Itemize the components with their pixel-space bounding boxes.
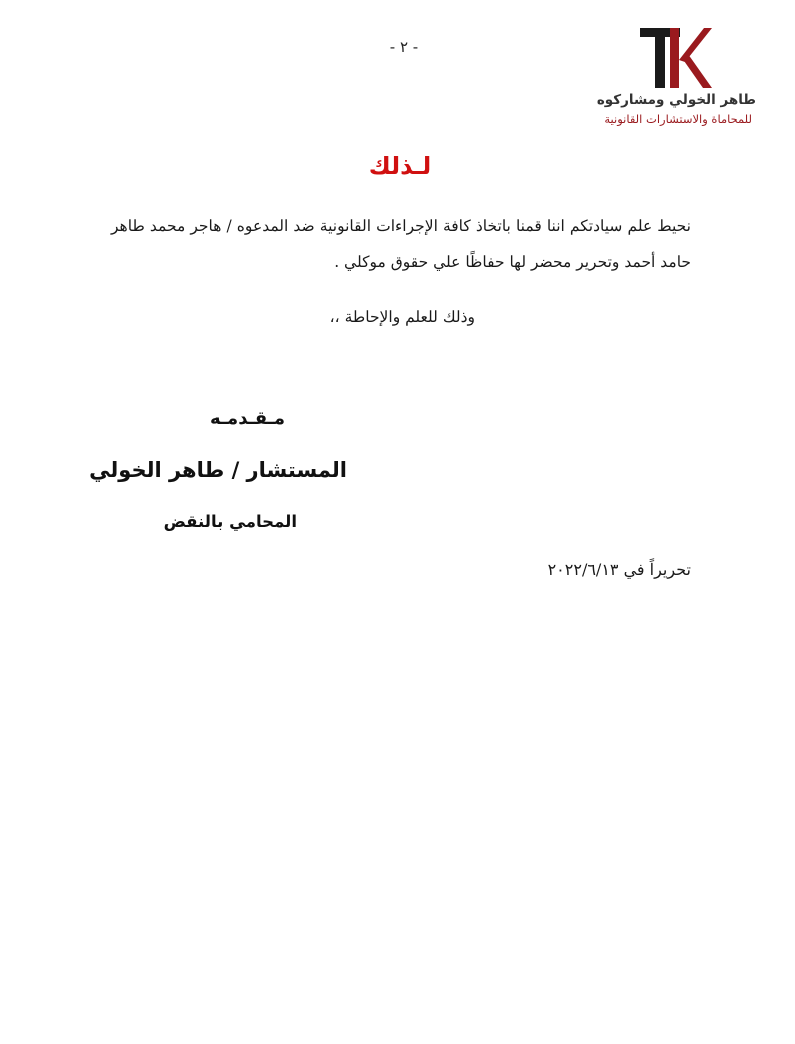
firm-logo — [590, 20, 770, 132]
firm-tagline: للمحاماة والاستشارات القانونية — [604, 112, 752, 126]
presenter-label: مـقـدمـه — [209, 408, 285, 429]
signer-name: المستشار / طاهر الخولي — [89, 458, 347, 482]
date-line: تحريراً في ٢٠٢٢/٦/١٣ — [547, 560, 691, 579]
section-heading: لـذلك — [368, 152, 432, 180]
page-number: - ٢ - — [389, 38, 419, 56]
signer-title: المحامي بالنقض — [163, 512, 297, 531]
firm-name: طاهر الخولي ومشاركوه — [596, 92, 756, 108]
closing-line: وذلك للعلم والإحاطة ،، — [329, 308, 475, 326]
body-paragraph: نحيط علم سيادتكم اننا قمنا باتخاذ كافة الإجراءات القانونية ضد المدعوه / هاجر محمد طاهر حامد أحمد وتحرير محضر لها حفاظًا علي حقوق موكلي . — [111, 217, 691, 271]
tk-logo-mark — [638, 24, 712, 90]
